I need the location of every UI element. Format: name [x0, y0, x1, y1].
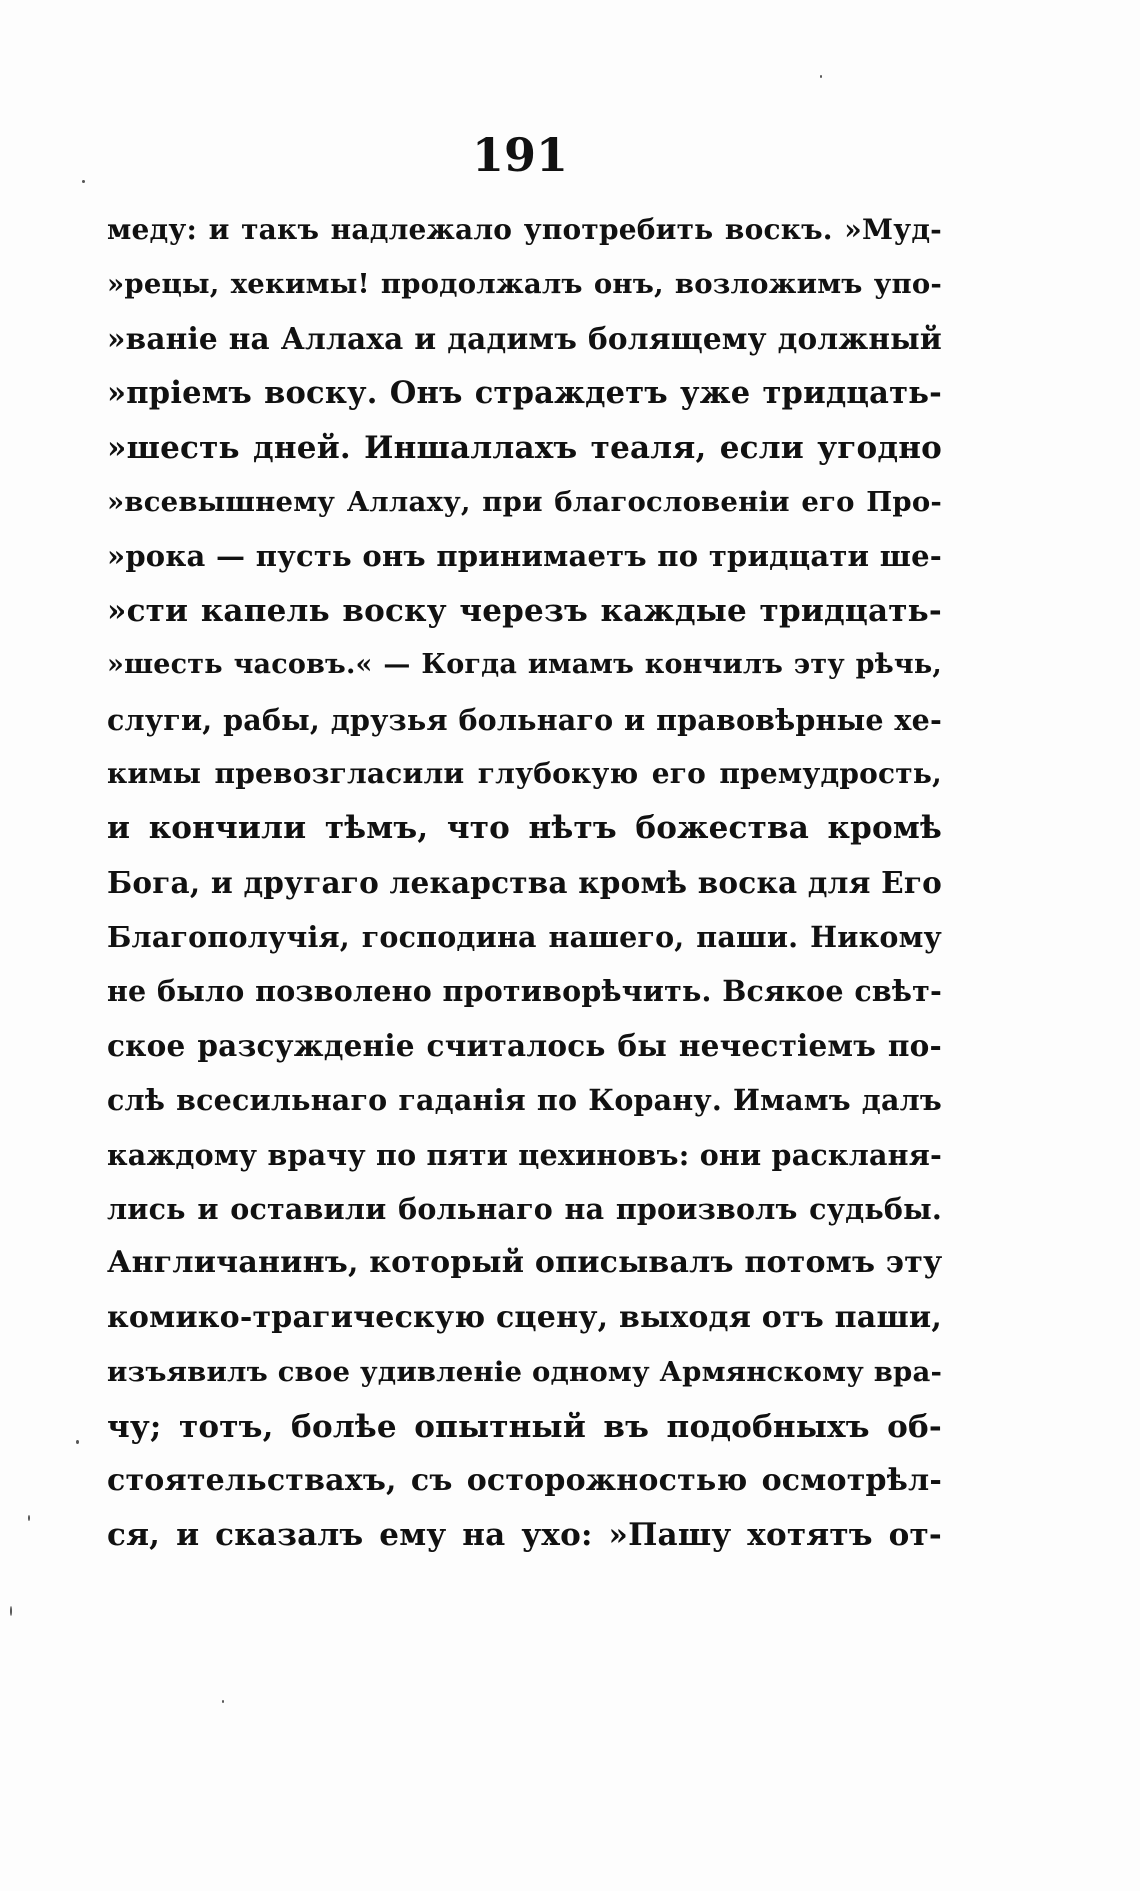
text-line: комико-трагическую сцену, выходя отъ паши,: [107, 1299, 942, 1335]
text-line: не было позволено противорѣчить. Всякое свѣт-: [107, 974, 942, 1009]
text-line: »шесть часовъ.« — Когда имамъ кончилъ эту рѣчь,: [107, 649, 942, 681]
text-line: »прiемъ воску. Онъ страждетъ уже тридцать-: [107, 375, 942, 412]
text-line: »шесть дней. Иншаллахъ теаля, если угодно: [107, 429, 942, 466]
text-line: Благополучiя, господина нашего, паши. Никому: [107, 920, 942, 955]
scan-speck: [28, 1515, 30, 1521]
scan-speck: [222, 1700, 224, 1703]
scan-speck: [82, 180, 85, 183]
text-line: меду: и такъ надлежало употребить воскъ. »Муд-: [107, 213, 942, 246]
text-line: »сти капель воску черезъ каждые тридцать-: [107, 592, 942, 629]
text-line: »рока — пусть онъ принимаетъ по тридцати ше-: [107, 539, 942, 574]
text-line: каждому врачу по пяти цехиновъ: они раскланя-: [107, 1137, 942, 1172]
text-line: »рецы, хекимы! продолжалъ онъ, возложимъ упо-: [107, 268, 942, 301]
text-line: »ванiе на Аллаха и дадимъ болящему должный: [107, 320, 942, 356]
body-text: [107, 203, 942, 1563]
scan-speck: [820, 75, 822, 78]
text-line: ское разсужденiе считалось бы нечестiемъ по-: [107, 1027, 942, 1063]
text-line: лись и оставили больнаго на произволъ судьбы.: [107, 1192, 942, 1227]
text-line: чу; тотъ, болѣе опытный въ подобныхъ об-: [107, 1408, 942, 1445]
text-line: изъявилъ свое удивленiе одному Армянскому вра-: [107, 1356, 942, 1389]
page-number: 191: [471, 128, 569, 182]
text-line: и кончили тѣмъ, что нѣтъ божества кромѣ: [107, 810, 942, 847]
text-line: Англичанинъ, который описывалъ потомъ эту: [107, 1245, 942, 1281]
text-line: »всевышнему Аллаху, при благословенiи его Про-: [107, 485, 942, 518]
text-line: кимы превозгласили глубокую его премудрость,: [107, 756, 942, 790]
scan-speck: [76, 1440, 79, 1444]
text-line: слѣ всесильнаго гаданiя по Корану. Имамъ далъ: [107, 1083, 942, 1118]
text-line: слуги, рабы, друзья больнаго и правовѣрные хе-: [107, 702, 942, 737]
text-line: стоятельствахъ, съ осторожностью осмотрѣл-: [107, 1462, 942, 1498]
text-line: ся, и сказалъ ему на ухо: »Пашу хотятъ от-: [107, 1517, 942, 1554]
text-line: Бога, и другаго лекарства кромѣ воска для Его: [107, 864, 942, 900]
scan-speck: [10, 1606, 12, 1616]
